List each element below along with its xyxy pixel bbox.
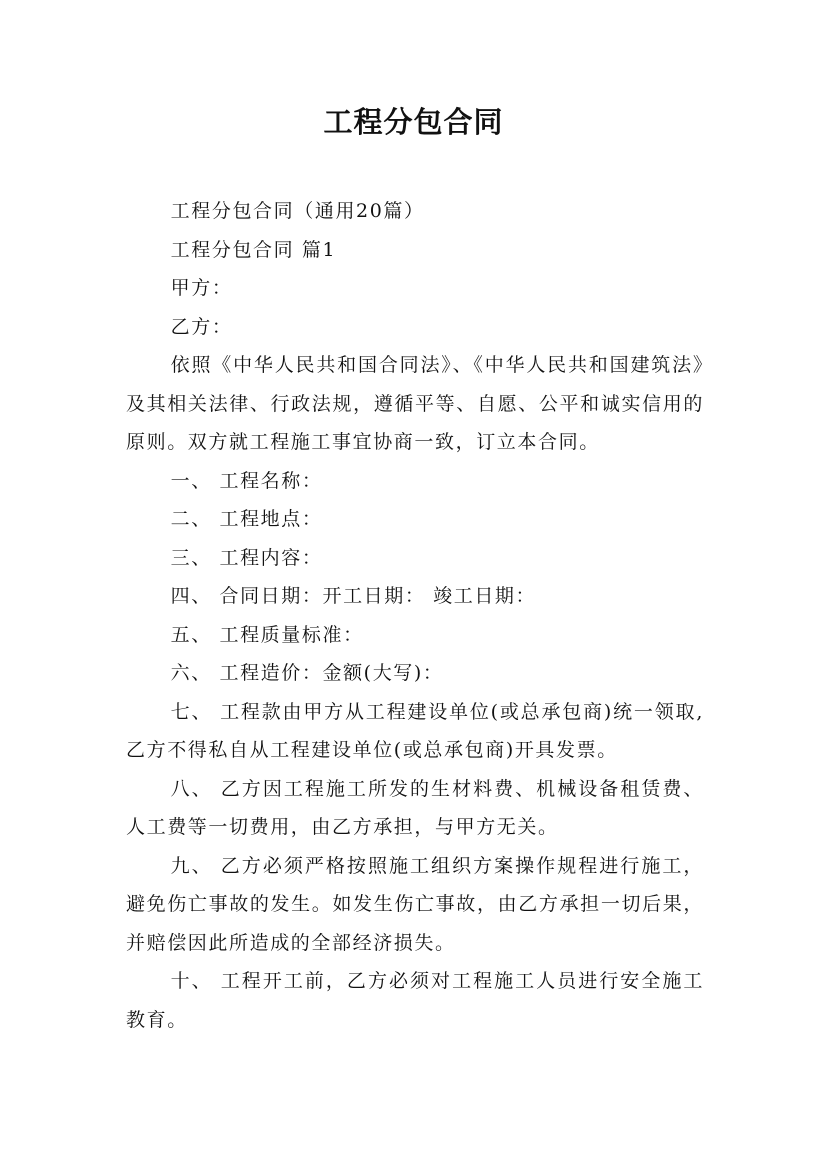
clause-6: 六、 工程造价：金额(大写)： <box>170 662 444 684</box>
clause-4: 四、 合同日期：开工日期： 竣工日期： <box>170 585 537 607</box>
paragraph-party-b: 乙方： <box>170 315 233 338</box>
paragraph-subtitle: 工程分包合同（通用20篇） <box>170 200 425 222</box>
paragraph-section-heading: 工程分包合同 篇1 <box>170 238 337 261</box>
clause-7: 七、 工程款由甲方从工程建设单位(或总承包商)统一领取,乙方不得私自从工程建设单位(或总承包商)开具发票。 <box>126 700 704 761</box>
clause-5: 五、 工程质量标准： <box>170 623 364 646</box>
clause-9: 九、 乙方必须严格按照施工组织方案操作规程进行施工，避免伤亡事故的发生。如发生伤亡事故，由乙方承担一切后果，并赔偿因此所造成的全部经济损失。 <box>126 854 704 954</box>
clause-2: 二、 工程地点： <box>170 508 323 530</box>
paragraph-party-a: 甲方： <box>170 277 233 299</box>
document-title: 工程分包合同 <box>323 105 504 139</box>
clause-1: 一、 工程名称： <box>170 469 323 492</box>
clause-3: 三、 工程内容： <box>170 546 323 569</box>
clause-10: 十、 工程开工前，乙方必须对工程施工人员进行安全施工教育。 <box>126 970 704 1031</box>
paragraph-preamble: 依照《中华人民共和国合同法》、《中华人民共和国建筑法》及其相关法律、行政法规，遵循平等、自愿、公平和诚实信用的原则。双方就工程施工事宜协商一致，订立本合同。 <box>126 354 704 453</box>
document-body <box>126 192 704 1039</box>
clause-8: 八、 乙方因工程施工所发的生材料费、机械设备租赁费、人工费等一切费用，由乙方承担，与甲方无关。 <box>126 777 704 838</box>
